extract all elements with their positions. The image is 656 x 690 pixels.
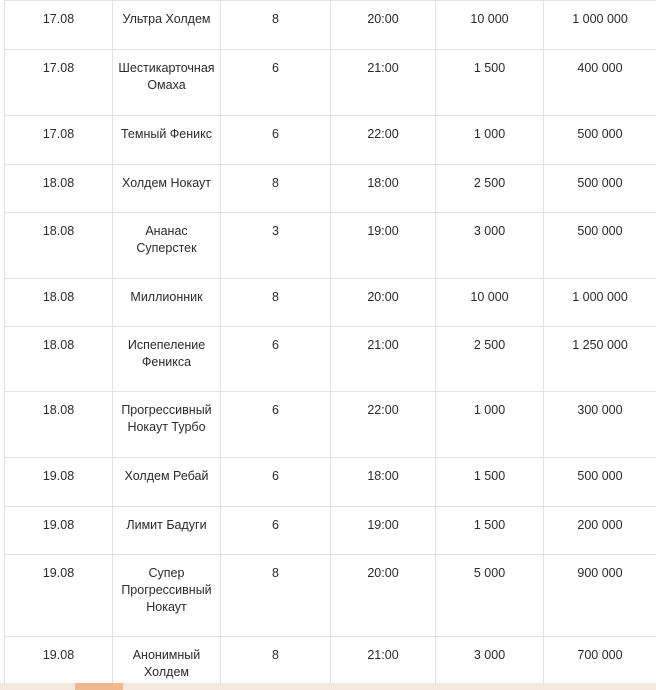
cell-time: 18:00 — [331, 165, 436, 213]
cell-tournament-name: Лимит Бадуги — [113, 507, 221, 555]
cell-tournament-name: Шестикарточная Омаха — [113, 50, 221, 116]
scrollbar-thumb[interactable] — [75, 683, 123, 690]
cell-prize: 500 000 — [544, 116, 656, 165]
cell-buyin: 1 000 — [436, 116, 544, 165]
cell-tournament-name: Анонимный Холдем — [113, 637, 221, 684]
cell-date: 18.08 — [5, 279, 113, 327]
cell-time: 21:00 — [331, 327, 436, 392]
cell-time: 18:00 — [331, 458, 436, 507]
table-row — [5, 165, 656, 213]
cell-time: 19:00 — [331, 507, 436, 555]
cell-buyin: 10 000 — [436, 279, 544, 327]
cell-players: 8 — [221, 637, 331, 684]
cell-date: 18.08 — [5, 392, 113, 458]
cell-tournament-name: Прогрессивный Нокаут Турбо — [113, 392, 221, 458]
cell-prize: 500 000 — [544, 213, 656, 279]
cell-players: 8 — [221, 165, 331, 213]
cell-date: 19.08 — [5, 555, 113, 637]
cell-buyin: 1 500 — [436, 458, 544, 507]
cell-buyin: 5 000 — [436, 555, 544, 637]
cell-buyin: 1 500 — [436, 50, 544, 116]
cell-prize: 500 000 — [544, 165, 656, 213]
cell-time: 21:00 — [331, 637, 436, 684]
table-row — [5, 213, 656, 279]
table-row — [5, 279, 656, 327]
cell-tournament-name: Темный Феникс — [113, 116, 221, 165]
cell-buyin: 2 500 — [436, 327, 544, 392]
cell-date: 19.08 — [5, 507, 113, 555]
table-row — [5, 637, 656, 684]
cell-prize: 300 000 — [544, 392, 656, 458]
cell-date: 19.08 — [5, 637, 113, 684]
cell-time: 22:00 — [331, 392, 436, 458]
table-row — [5, 50, 656, 116]
cell-prize: 400 000 — [544, 50, 656, 116]
table-row — [5, 458, 656, 507]
cell-date: 17.08 — [5, 1, 113, 50]
cell-date: 18.08 — [5, 165, 113, 213]
schedule-table — [4, 0, 656, 683]
cell-prize: 200 000 — [544, 507, 656, 555]
cell-date: 17.08 — [5, 50, 113, 116]
cell-prize: 1 000 000 — [544, 1, 656, 50]
cell-prize: 1 000 000 — [544, 279, 656, 327]
cell-tournament-name: Холдем Ребай — [113, 458, 221, 507]
cell-players: 6 — [221, 392, 331, 458]
cell-players: 6 — [221, 327, 331, 392]
cell-tournament-name: Миллионник — [113, 279, 221, 327]
cell-players: 8 — [221, 555, 331, 637]
horizontal-scrollbar[interactable] — [0, 683, 656, 690]
cell-prize: 500 000 — [544, 458, 656, 507]
cell-time: 20:00 — [331, 279, 436, 327]
table-row — [5, 507, 656, 555]
cell-players: 6 — [221, 116, 331, 165]
cell-prize: 700 000 — [544, 637, 656, 684]
cell-players: 8 — [221, 1, 331, 50]
cell-prize: 900 000 — [544, 555, 656, 637]
cell-buyin: 2 500 — [436, 165, 544, 213]
cell-tournament-name: Испепеление Феникса — [113, 327, 221, 392]
cell-prize: 1 250 000 — [544, 327, 656, 392]
table-row — [5, 555, 656, 637]
cell-date: 18.08 — [5, 327, 113, 392]
cell-time: 21:00 — [331, 50, 436, 116]
cell-date: 19.08 — [5, 458, 113, 507]
cell-players: 6 — [221, 507, 331, 555]
cell-buyin: 1 000 — [436, 392, 544, 458]
cell-tournament-name: Супер Прогрессивный Нокаут — [113, 555, 221, 637]
cell-time: 20:00 — [331, 1, 436, 50]
table-row — [5, 327, 656, 392]
cell-buyin: 3 000 — [436, 637, 544, 684]
table-row — [5, 1, 656, 50]
cell-buyin: 3 000 — [436, 213, 544, 279]
cell-time: 19:00 — [331, 213, 436, 279]
cell-players: 6 — [221, 50, 331, 116]
cell-tournament-name: Ананас Суперстек — [113, 213, 221, 279]
cell-time: 22:00 — [331, 116, 436, 165]
tournament-schedule-table — [4, 0, 656, 683]
cell-buyin: 1 500 — [436, 507, 544, 555]
cell-players: 3 — [221, 213, 331, 279]
cell-buyin: 10 000 — [436, 1, 544, 50]
cell-time: 20:00 — [331, 555, 436, 637]
cell-tournament-name: Холдем Нокаут — [113, 165, 221, 213]
cell-date: 18.08 — [5, 213, 113, 279]
cell-players: 8 — [221, 279, 331, 327]
table-row — [5, 392, 656, 458]
table-row — [5, 116, 656, 165]
cell-date: 17.08 — [5, 116, 113, 165]
cell-players: 6 — [221, 458, 331, 507]
cell-tournament-name: Ультра Холдем — [113, 1, 221, 50]
